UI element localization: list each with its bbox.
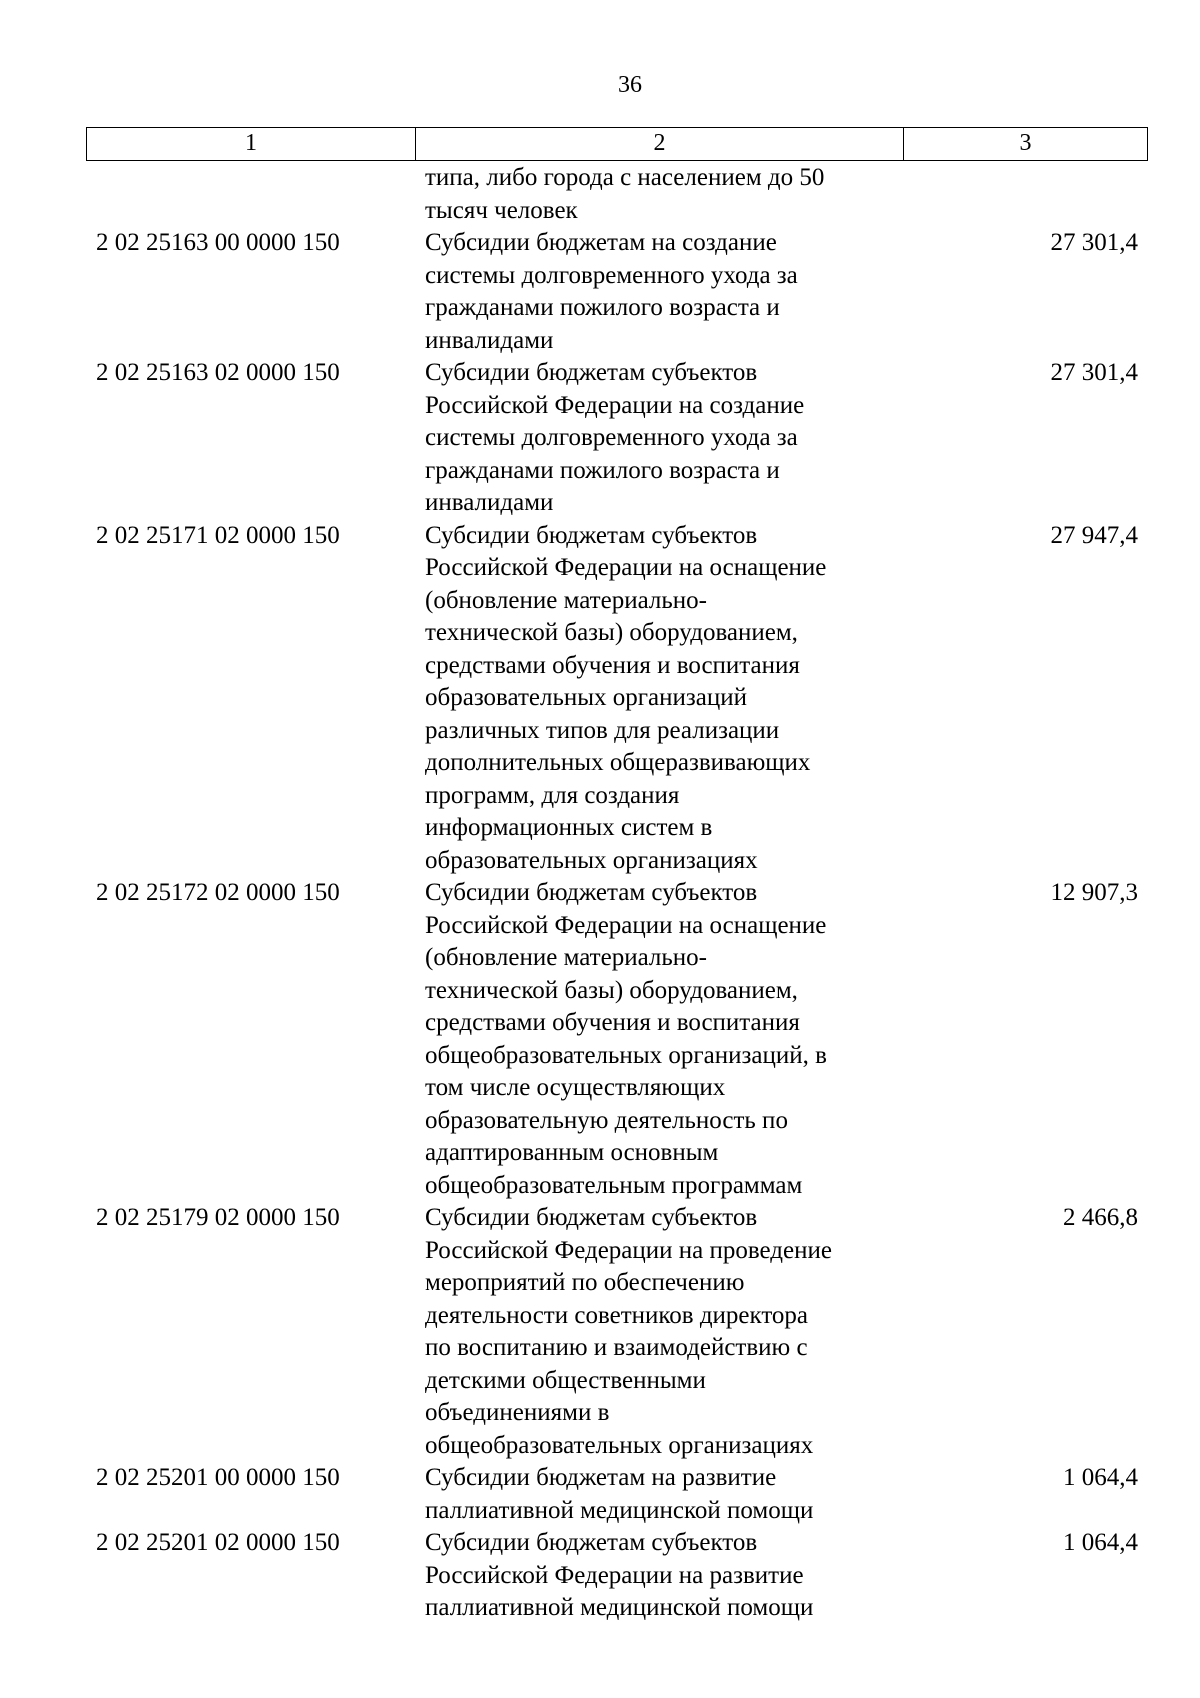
column-header-3: 3 <box>1019 130 1032 156</box>
column-header-1: 1 <box>87 128 416 160</box>
description-line: средствами обучения и воспитания <box>425 1009 800 1036</box>
description-line: средствами обучения и воспитания <box>425 651 800 679</box>
description-line: паллиативной медицинской помощи <box>425 1594 814 1621</box>
table-row <box>86 1462 1148 1527</box>
description-line: мероприятий по обеспечению <box>425 1269 745 1296</box>
description-line: (обновление материально- <box>425 944 707 971</box>
description <box>415 877 903 1202</box>
table-row <box>86 357 1148 520</box>
description-line: тысяч человек <box>425 196 578 224</box>
column-header-2: 2 <box>416 128 904 160</box>
amount <box>903 162 1148 227</box>
description-line: Субсидии бюджетам на развитие <box>425 1464 777 1491</box>
description-line: общеобразовательным программам <box>425 1171 803 1199</box>
budget-code: 2 02 25171 02 0000 150 <box>96 521 340 549</box>
table-row <box>86 877 1148 1202</box>
budget-code: 2 02 25163 00 0000 150 <box>96 229 340 256</box>
description-line: Субсидии бюджетам субъектов <box>425 359 758 386</box>
description-line: Российской Федерации на оснащение <box>425 911 827 939</box>
description-line: информационных систем в <box>425 814 713 841</box>
description-line: общеобразовательных организаций, в <box>425 1041 827 1069</box>
description-line: Российской Федерации на оснащение <box>425 554 827 581</box>
description <box>415 1202 903 1462</box>
table-row <box>86 162 1148 227</box>
description-line: деятельности советников директора <box>425 1301 809 1329</box>
table-body <box>86 162 1148 1625</box>
description-line: системы долговременного ухода за <box>425 261 798 289</box>
description-line: Российской Федерации на развитие <box>425 1561 804 1589</box>
description-line: технической базы) оборудованием, <box>425 619 798 646</box>
amount: 27 301,4 <box>1050 359 1138 386</box>
description-line: (обновление материально- <box>425 586 707 614</box>
description <box>415 520 903 878</box>
description-line: Субсидии бюджетам субъектов <box>425 1204 758 1231</box>
table-row <box>86 227 1148 357</box>
table-row <box>86 1527 1148 1625</box>
amount: 27 301,4 <box>1050 229 1138 256</box>
description-line: образовательных организациях <box>425 846 758 874</box>
description <box>415 1527 903 1625</box>
description-line: Субсидии бюджетам субъектов <box>425 521 758 549</box>
amount: 1 064,4 <box>1063 1529 1138 1556</box>
table-row <box>86 520 1148 878</box>
description-line: Субсидии бюджетам субъектов <box>425 1529 758 1556</box>
description-line: инвалидами <box>425 489 554 516</box>
description-line: гражданами пожилого возраста и <box>425 456 780 484</box>
amount: 2 466,8 <box>1063 1204 1138 1231</box>
amount: 1 064,4 <box>1063 1464 1138 1491</box>
description-line: типа, либо города с населением до 50 <box>425 164 825 191</box>
description-line: по воспитанию и взаимодействию с <box>425 1334 808 1361</box>
description-line: инвалидами <box>425 326 554 354</box>
description-line: детскими общественными <box>425 1366 706 1394</box>
page-number: 36 <box>618 72 642 98</box>
description-line: Российской Федерации на проведение <box>425 1236 832 1264</box>
budget-code <box>86 162 415 227</box>
budget-code: 2 02 25201 02 0000 150 <box>96 1529 340 1556</box>
amount: 27 947,4 <box>1050 521 1138 549</box>
description <box>415 1462 903 1527</box>
budget-code: 2 02 25163 02 0000 150 <box>96 359 340 386</box>
description <box>415 162 903 227</box>
description-line: Субсидии бюджетам на создание <box>425 229 777 256</box>
description-line: объединениями в <box>425 1399 610 1426</box>
description-line: адаптированным основным <box>425 1139 719 1166</box>
description-line: том числе осуществляющих <box>425 1074 726 1101</box>
table-header <box>86 127 1148 161</box>
description-line: образовательную деятельность по <box>425 1106 788 1134</box>
description-line: системы долговременного ухода за <box>425 424 798 451</box>
budget-code: 2 02 25201 00 0000 150 <box>96 1464 340 1491</box>
table-row <box>86 1202 1148 1462</box>
description-line: Российской Федерации на создание <box>425 391 805 419</box>
budget-code: 2 02 25172 02 0000 150 <box>96 879 340 906</box>
description-line: различных типов для реализации <box>425 716 780 744</box>
description-line: паллиативной медицинской помощи <box>425 1496 814 1524</box>
description-line: технической базы) оборудованием, <box>425 976 798 1004</box>
description-line: Субсидии бюджетам субъектов <box>425 879 758 906</box>
description <box>415 357 903 520</box>
description-line: общеобразовательных организациях <box>425 1431 814 1459</box>
description <box>415 227 903 357</box>
description-line: образовательных организаций <box>425 684 748 711</box>
description-line: дополнительных общеразвивающих <box>425 749 811 776</box>
amount: 12 907,3 <box>1050 879 1138 906</box>
budget-code: 2 02 25179 02 0000 150 <box>96 1204 340 1231</box>
description-line: гражданами пожилого возраста и <box>425 294 780 321</box>
description-line: программ, для создания <box>425 781 680 809</box>
